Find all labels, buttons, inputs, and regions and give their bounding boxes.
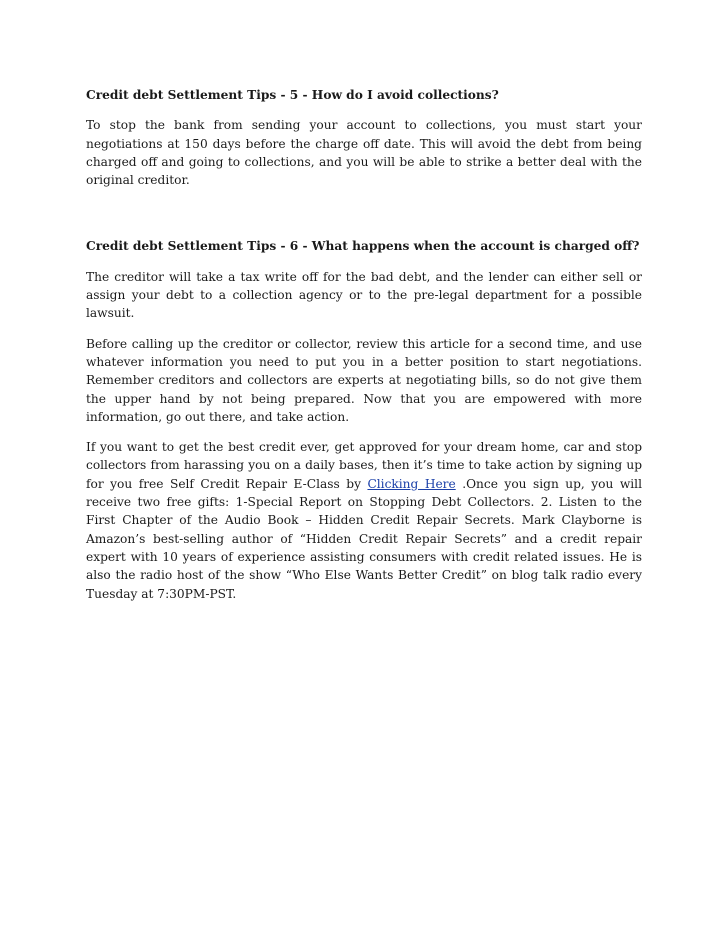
- document-body: [86, 86, 642, 615]
- section-spacer: [86, 201, 642, 237]
- section-6-paragraph-1: The creditor will take a tax write off for the bad debt, and the lender can either sell or assign your debt to a collection agency or to the pre-legal department for a possible lawsuit.: [86, 269, 642, 321]
- section-6-heading: Credit debt Settlement Tips - 6 - What happens when the account is charged off?: [86, 239, 640, 254]
- section-6-paragraph-2: Before calling up the creditor or collector, review this article for a second time, and use whatever information you need to put you in a better position to start negotiations. Remember creditors and collectors are experts at negotiating bills, so do not give them the upper hand by not being prepared. Now that you are empowered with more information, go out there, and take action.: [86, 336, 642, 424]
- section-5-paragraph: To stop the bank from sending your account to collections, you must start your negotiations at 150 days before the charge off date. This will avoid the debt from being charged off and going to collections, and you will be able to strike a better deal with the original creditor.: [86, 118, 642, 188]
- clicking-here-link[interactable]: Clicking Here: [367, 476, 456, 491]
- paragraph-3-text-before-link: If you want to get the best credit ever, get approved for your dream home, car and stop collectors from harassing you on a daily bases, then it’s time to take action by signing up for you free Self Credit Repair E-Class by: [86, 440, 642, 491]
- paragraph-3-text-after-link: .Once you sign up, you will receive two free gifts: 1-Special Report on Stopping Debt Collectors. 2. Listen to the First Chapter of the Audio Book – Hidden Credit Repair Secrets. Mark Clayborne is Amazon’s best-selling author of “Hidden Credit Repair Secrets” and a credit repair expert with 10 years of experience assisting consumers with credit related issues. He is also the radio host of the show “Who Else Wants Better Credit” on blog talk radio every Tuesday at 7:30PM-PST.: [86, 476, 642, 601]
- section-5-heading: Credit debt Settlement Tips - 5 - How do I avoid collections?: [86, 88, 499, 102]
- section-6-paragraph-3: [86, 438, 642, 603]
